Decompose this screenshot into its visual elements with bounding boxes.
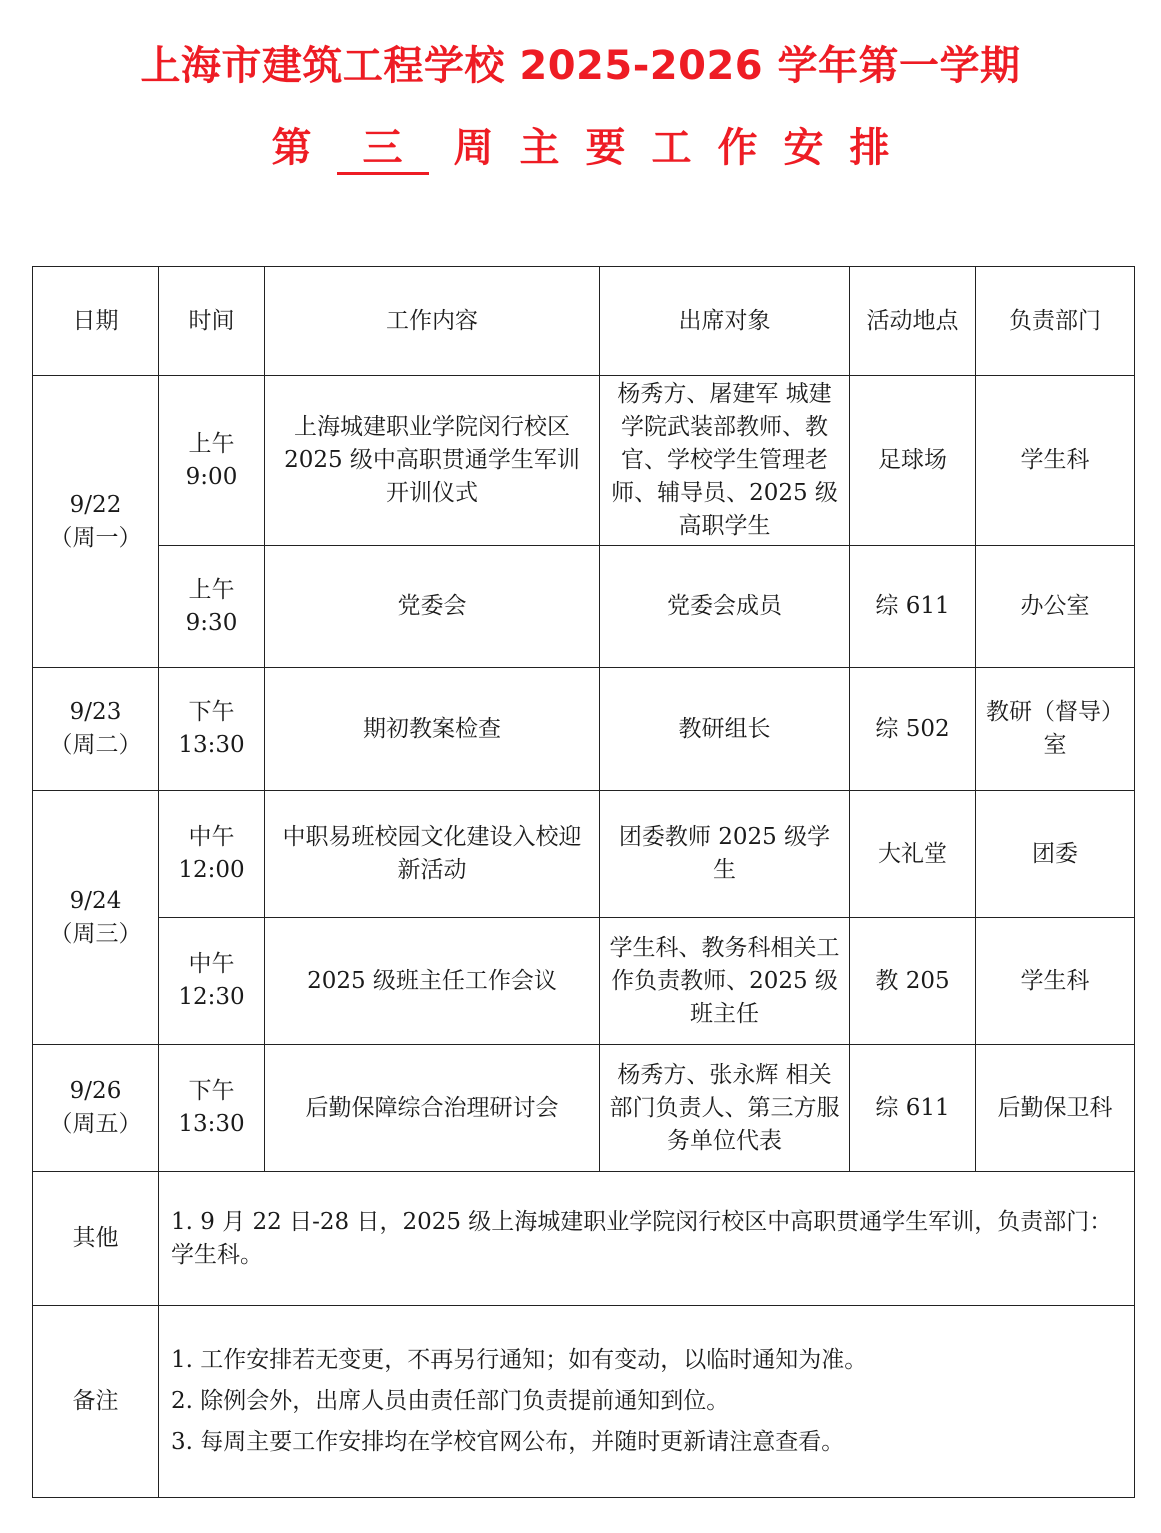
time-cell	[159, 791, 265, 918]
date: 9/26	[69, 1078, 122, 1104]
department-cell: 教研（督导）室	[976, 668, 1135, 791]
other-label: 其他	[33, 1172, 159, 1306]
date-cell	[33, 791, 159, 1045]
table-row	[33, 376, 1135, 546]
weekday: （周三）	[49, 920, 142, 947]
subtitle-char: 周	[453, 125, 494, 171]
time-cell	[159, 668, 265, 791]
header-content: 工作内容	[265, 267, 600, 376]
department-cell: 学生科	[976, 376, 1135, 546]
time-period: 上午	[188, 576, 235, 603]
other-text: 1. 9 月 22 日-28 日，2025 级上海城建职业学院闵行校区中高职贯通学生军训，负责部门：学生科。	[159, 1172, 1135, 1306]
location-cell: 教 205	[850, 918, 976, 1045]
time-period: 中午	[188, 951, 235, 977]
time: 13:30	[178, 732, 245, 758]
time-cell	[159, 918, 265, 1045]
subtitle-char: 要	[585, 125, 626, 171]
page-subtitle	[0, 118, 1161, 178]
content-cell: 后勤保障综合治理研讨会	[265, 1045, 600, 1172]
remark-item: 3. 每周主要工作安排均在学校官网公布，并随时更新请注意查看。	[171, 1429, 845, 1455]
table-row	[33, 1045, 1135, 1172]
table-row	[33, 918, 1135, 1045]
content-cell: 中职易班校园文化建设入校迎新活动	[265, 791, 600, 918]
content-cell: 党委会	[265, 546, 600, 668]
location-cell: 足球场	[850, 376, 976, 546]
subtitle-char: 工	[651, 125, 692, 171]
header-attendees: 出席对象	[600, 267, 850, 376]
content-cell: 上海城建职业学院闵行校区2025 级中高职贯通学生军训开训仪式	[265, 376, 600, 546]
location-cell: 综 502	[850, 668, 976, 791]
date-cell	[33, 668, 159, 791]
time: 12:30	[178, 984, 245, 1010]
department-cell: 学生科	[976, 918, 1135, 1045]
header-location: 活动地点	[850, 267, 976, 376]
time: 13:30	[178, 1111, 245, 1137]
weekday: （周二）	[49, 732, 142, 758]
remarks-row	[33, 1306, 1135, 1498]
date-cell	[33, 376, 159, 668]
date: 9/22	[69, 491, 122, 518]
remarks-content	[159, 1306, 1135, 1498]
time-period: 上午	[188, 430, 235, 457]
time-period: 下午	[188, 1078, 235, 1104]
attendees-cell: 学生科、教务科相关工作负责教师、2025 级班主任	[600, 918, 850, 1045]
table-header-row	[33, 267, 1135, 376]
time-period: 下午	[188, 699, 235, 725]
date: 9/23	[69, 699, 122, 725]
content-cell: 2025 级班主任工作会议	[265, 918, 600, 1045]
remarks-label: 备注	[33, 1306, 159, 1498]
subtitle-char: 排	[849, 125, 890, 171]
department-cell: 办公室	[976, 546, 1135, 668]
week-number: 三	[337, 124, 429, 175]
table-row	[33, 668, 1135, 791]
header-time: 时间	[159, 267, 265, 376]
time-cell	[159, 546, 265, 668]
subtitle-char: 第	[271, 125, 312, 171]
date: 9/24	[69, 887, 122, 914]
subtitle-char: 安	[783, 125, 824, 171]
weekday: （周一）	[49, 524, 142, 551]
department-cell: 后勤保卫科	[976, 1045, 1135, 1172]
attendees-cell: 杨秀方、屠建军 城建学院武装部教师、教官、学校学生管理老师、辅导员、2025 级高职学生	[600, 376, 850, 546]
time: 9:30	[185, 609, 238, 636]
header-department: 负责部门	[976, 267, 1135, 376]
remark-item: 2. 除例会外，出席人员由责任部门负责提前通知到位。	[171, 1388, 730, 1414]
subtitle-char: 作	[717, 125, 758, 171]
page-title: 上海市建筑工程学校 2025-2026 学年第一学期	[140, 43, 1021, 89]
content-cell: 期初教案检查	[265, 668, 600, 791]
attendees-cell: 党委会成员	[600, 546, 850, 668]
remark-item: 1. 工作安排若无变更，不再另行通知；如有变动，以临时通知为准。	[171, 1347, 868, 1373]
header-date: 日期	[33, 267, 159, 376]
schedule-table	[32, 266, 1135, 1498]
location-cell: 大礼堂	[850, 791, 976, 918]
location-cell: 综 611	[850, 546, 976, 668]
time-period: 中午	[188, 824, 235, 850]
subtitle-char: 主	[519, 125, 560, 171]
time: 9:00	[185, 463, 238, 490]
attendees-cell: 杨秀方、张永辉 相关部门负责人、第三方服务单位代表	[600, 1045, 850, 1172]
time-cell	[159, 1045, 265, 1172]
weekday: （周五）	[49, 1111, 142, 1137]
table-row	[33, 791, 1135, 918]
time: 12:00	[178, 857, 245, 883]
location-cell: 综 611	[850, 1045, 976, 1172]
attendees-cell: 团委教师 2025 级学生	[600, 791, 850, 918]
department-cell: 团委	[976, 791, 1135, 918]
table-row	[33, 546, 1135, 668]
attendees-cell: 教研组长	[600, 668, 850, 791]
date-cell	[33, 1045, 159, 1172]
other-row	[33, 1172, 1135, 1306]
time-cell	[159, 376, 265, 546]
